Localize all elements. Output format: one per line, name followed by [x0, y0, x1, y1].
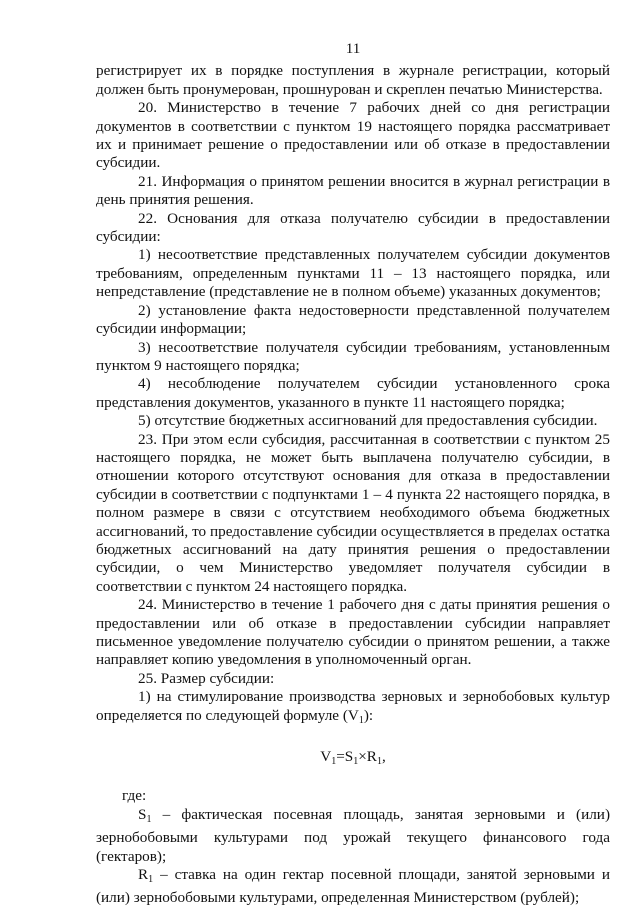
- s1-subscript: 1: [146, 813, 152, 825]
- formula-times-r: ×R: [358, 748, 377, 766]
- paragraph-25: 25. Размер субсидии:: [138, 669, 275, 687]
- s1-symbol: S: [138, 805, 147, 823]
- formula-end: ,: [381, 748, 386, 766]
- formula-v: V: [320, 748, 332, 766]
- formula-v1: [96, 748, 610, 771]
- paragraph-25-item-1: [96, 688, 610, 730]
- paragraph-23: 23. При этом если субсидия, рассчитанная в соответствии с пунктом 25 настоящего порядка, не может быть выплачена получателю субсидии, в отношении которого отсутствуют основания для отказа в предоставлении субсидии в соответствии с подпунктами 1 – 4 пункта 22 настоящего порядка, в полном размере в связи с отсутствием необходимого объема бюджетных ассигнований, то предоставление субсидии осуществляется в пределах остатка бюджетных ассигнований на дату принятия решения о предоставлении субсидии, о чем Министерство уведомляет получателя субсидии в соответствии с пунктом 24 настоящего порядка.: [96, 430, 610, 595]
- p25-1-text-b: ):: [363, 706, 374, 724]
- paragraph-21: 21. Информация о принятом решении вносится в журнал регистрации в день принятия решения.: [96, 172, 610, 209]
- s1-definition: – фактическая посевная площадь, занятая зерновыми и (или) зернобобовыми культурами под урожай текущего финансового года (гектаров);: [96, 805, 610, 865]
- paragraph-22-item-3: 3) несоответствие получателя субсидии требованиям, установленным пунктом 9 настоящего порядка;: [96, 338, 610, 374]
- formula-s-subscript: 1: [353, 756, 359, 768]
- paragraph-22-item-2: 2) установление факта недостоверности представленной получателем субсидии информации;: [96, 301, 610, 338]
- where-label: где:: [122, 787, 147, 805]
- paragraph-24: 24. Министерство в течение 1 рабочего дня с даты принятия решения о предоставлении или об отказе в предоставлении субсидии направляет письменное уведомление получателю субсидии о принятом решении, а также направляет копию уведомления в уполномоченный орган.: [96, 596, 610, 669]
- p25-1-subscript: 1: [358, 714, 364, 726]
- page-number: 11: [345, 40, 361, 57]
- paragraph-22-item-4: 4) несоблюдение получателем субсидии установленного срока представления документов, указанного в пункте 11 настоящего порядка;: [96, 375, 610, 411]
- formula-v-subscript: 1: [331, 756, 337, 768]
- p25-1-text-a: 1) на стимулирование производства зерновых и зернобобовых культур определяется по следующей формуле (V: [96, 688, 610, 724]
- paragraph-20: 20. Министерство в течение 7 рабочих дней со дня регистрации документов в соответствии с пунктом 19 настоящего порядка рассматривает их и принимает решение о предоставлении или об отказе в предоставлении субсидии.: [96, 99, 610, 172]
- r1-definition: – ставка на один гектар посевной площади, занятой зерновыми и (или) зернобобовыми культурами, определенная Министерством (рублей);: [96, 866, 610, 907]
- r1-symbol: R: [138, 866, 149, 884]
- r1-subscript: 1: [148, 874, 154, 886]
- paragraph-22: 22. Основания для отказа получателю субсидии в предоставлении субсидии:: [96, 209, 610, 246]
- definition-s1: [96, 806, 610, 866]
- formula-eq-s: =S: [336, 748, 354, 766]
- paragraph-22-item-5: 5) отсутствие бюджетных ассигнований для предоставления субсидии.: [138, 412, 598, 430]
- paragraph-22-item-1: 1) несоответствие представленных получателем субсидии документов требованиям, определенным пунктами 11 – 13 настоящего порядка, или непредставление (представление не в полном объеме) указанных документов;: [96, 246, 610, 301]
- definition-r1: [96, 866, 610, 908]
- paragraph-19-continuation: регистрирует их в порядке поступления в журнале регистрации, который должен быть пронумерован, прошнурован и скреплен печатью Министерства.: [96, 62, 610, 98]
- document-page: [96, 40, 610, 908]
- formula-r-subscript: 1: [376, 756, 382, 768]
